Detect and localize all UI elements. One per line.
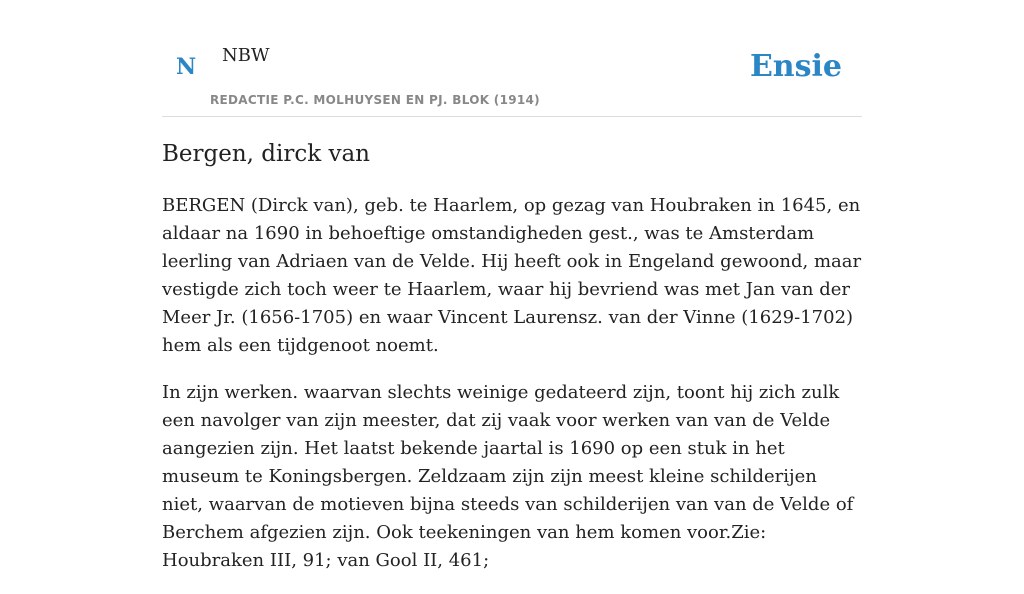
brand-logo[interactable]: Ensie — [749, 49, 842, 84]
source-logo[interactable]: N — [176, 54, 197, 80]
article-paragraph: BERGEN (Dirck van), geb. te Haarlem, op gezag van Houbraken in 1645, en aldaar na 1690 in behoeftige omstandigheden gest., was te Amsterdam leerling van Adriaen van de Velde. Hij heeft ook in Engeland gewoond, maar vestigde zich toch weer te Haarlem, waar hij bevriend was met Jan van der Meer Jr. (1656-1705) en waar Vincent Laurensz. van der Vinne (1629-1702) hem als een tijdgenoot noemt. — [162, 195, 862, 356]
source-subtitle: REDACTIE P.C. MOLHUYSEN EN PJ. BLOK (1914) — [210, 93, 540, 107]
source-name[interactable]: NBW — [222, 45, 270, 66]
page-title: Bergen, dirck van — [162, 141, 370, 167]
article-body — [162, 192, 862, 594]
article-paragraph: In zijn werken. waarvan slechts weinige gedateerd zijn, toont hij zich zulk een navolger van zijn meester, dat zij vaak voor werken van van de Velde aangezien zijn. Het laatst bekende jaartal is 1690 op een stuk in het museum te Koningsbergen. Zeldzaam zijn zijn meest kleine schilderijen niet, waarvan de motieven bijna steeds van schilderijen van van de Velde of Berchem afgezien zijn. Ook teekeningen van hem komen voor.Zie: Houbraken III, 91; van Gool II, 461; — [162, 382, 854, 571]
site-header — [162, 0, 862, 117]
